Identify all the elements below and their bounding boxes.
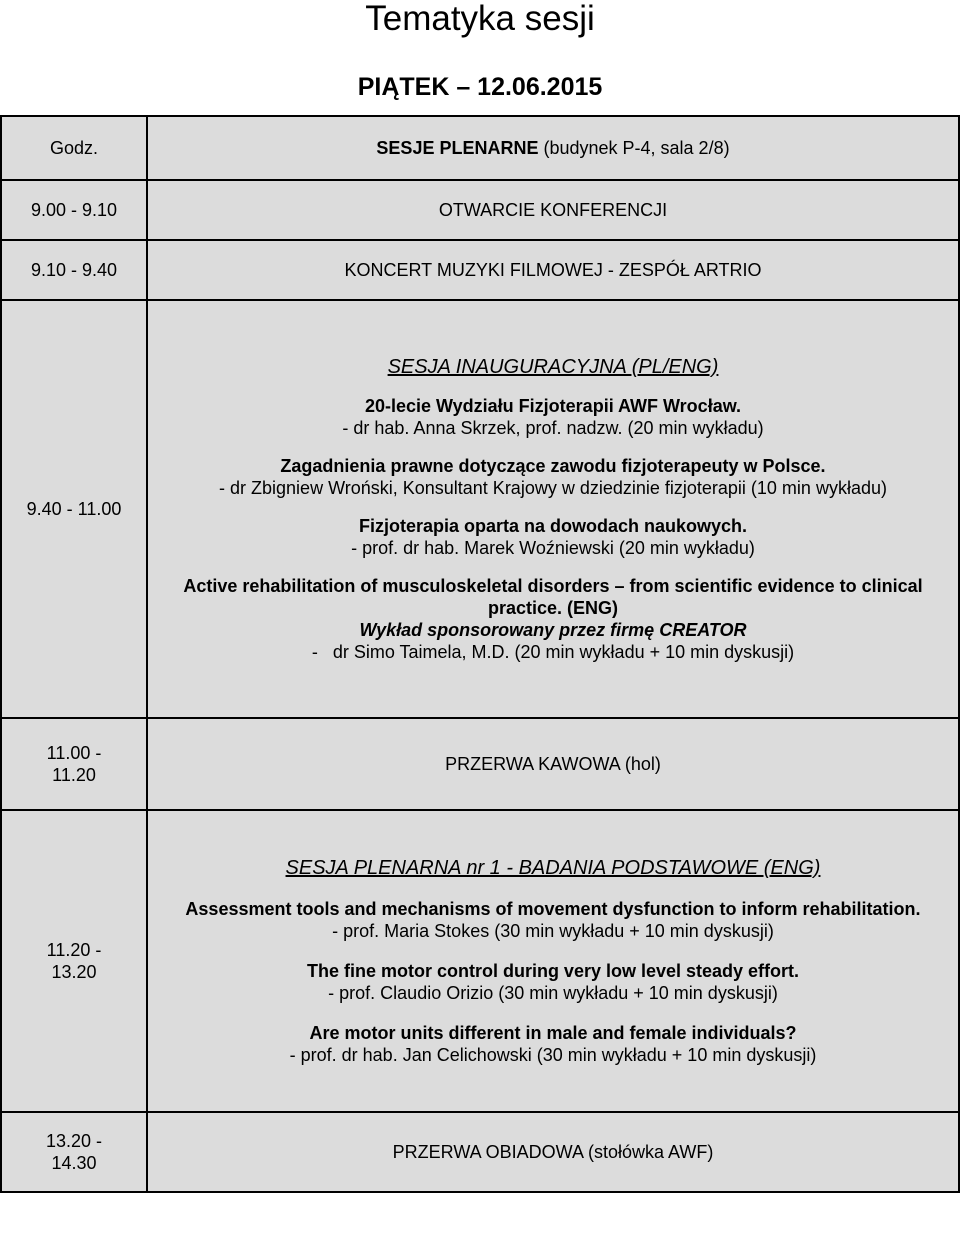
time-cell: [1, 180, 147, 240]
time-text-start: 13.20 -: [45, 1131, 103, 1151]
event-text: OTWARCIE KONFERENCJI: [438, 200, 668, 220]
talk-speaker: - prof. dr hab. Marek Woźniewski (20 min wykładu): [351, 538, 755, 558]
talk-title: Zagadnienia prawne dotyczące zawodu fizjoterapeuty w Polsce.: [280, 456, 826, 476]
event-cell: [147, 180, 959, 240]
day-title: PIĄTEK – 12.06.2015: [357, 73, 603, 101]
table-row: [1, 300, 959, 718]
sponsor-line: [154, 619, 952, 641]
event-cell: [147, 718, 959, 810]
time-cell: [1, 300, 147, 718]
talk-title: Assessment tools and mechanisms of movement dysfunction to inform rehabilitation.: [185, 899, 921, 919]
talk-title: The fine motor control during very low level steady effort.: [306, 961, 800, 981]
table-row: [1, 1112, 959, 1192]
event-text: PRZERWA OBIADOWA (stołówka AWF): [392, 1142, 714, 1162]
schedule-table: [0, 115, 960, 1193]
header-time-cell: [1, 116, 147, 180]
talk-language: (ENG): [562, 598, 619, 618]
session-cell: [147, 810, 959, 1112]
event-text: PRZERWA KAWOWA (hol): [445, 754, 661, 774]
table-header-row: [1, 116, 959, 180]
talk-speaker: - dr hab. Anna Skrzek, prof. nadzw. (20 min wykładu): [342, 418, 764, 438]
talk-title: Are motor units different in male and female individuals?: [309, 1023, 797, 1043]
session-cell: [147, 300, 959, 718]
talk-speaker: - prof. dr hab. Jan Celichowski (30 min wykładu + 10 min dyskusji): [289, 1045, 817, 1065]
talk-speaker: - dr Simo Taimela, M.D. (20 min wykładu + 10 min dyskusji): [311, 642, 795, 662]
time-cell: [1, 1112, 147, 1192]
time-text: 9.10 - 9.40: [30, 260, 118, 280]
header-event-cell: [147, 116, 959, 180]
talk-title-line: [154, 575, 952, 619]
time-text-end: 13.20: [51, 962, 97, 982]
event-cell: [147, 1112, 959, 1192]
talk-speaker: - prof. Claudio Orizio (30 min wykładu + 10 min dyskusji): [328, 983, 778, 1003]
talk-title: Fizjoterapia oparta na dowodach naukowych.: [358, 516, 748, 536]
talk-speaker: - dr Zbigniew Wroński, Konsultant Krajowy w dziedzinie fizjoterapii (10 min wykładu): [219, 478, 887, 498]
time-text-start: 11.00 -: [46, 743, 102, 763]
event-text: KONCERT MUZYKI FILMOWEJ - ZESPÓŁ ARTRIO: [344, 260, 762, 280]
talk-speaker: - prof. Maria Stokes (30 min wykładu + 10 min dyskusji): [332, 921, 774, 941]
time-cell: [1, 240, 147, 300]
table-row: [1, 718, 959, 810]
time-cell: [1, 810, 147, 1112]
talk-title: 20-lecie Wydziału Fizjoterapii AWF Wrocław.: [364, 396, 742, 416]
time-text: 9.40 - 11.00: [26, 499, 122, 519]
time-text-start: 11.20 -: [46, 940, 102, 960]
header-event-location: (budynek P-4, sala 2/8): [538, 138, 730, 158]
time-text: 9.00 - 9.10: [30, 200, 118, 220]
sponsor-name: CREATOR: [659, 620, 747, 640]
header-time-label: Godz.: [49, 138, 99, 158]
time-text-end: 11.20: [52, 765, 96, 785]
sponsor-prefix: Wykład sponsorowany przez firmę: [359, 620, 660, 640]
event-cell: [147, 240, 959, 300]
session-title: SESJA INAUGURACYJNA (PL/ENG): [387, 356, 719, 378]
header-event-label: SESJE PLENARNE: [376, 138, 539, 158]
table-row: [1, 240, 959, 300]
page-title: Tematyka sesji: [365, 0, 595, 38]
session-title: SESJA PLENARNA nr 1 - BADANIA PODSTAWOWE (ENG): [285, 857, 821, 879]
table-row: [1, 810, 959, 1112]
time-text-end: 14.30: [51, 1153, 97, 1173]
table-row: [1, 180, 959, 240]
talk-title: Active rehabilitation of musculoskeletal disorders – from scientific evidence to clinical practice.: [183, 576, 923, 618]
time-cell: [1, 718, 147, 810]
